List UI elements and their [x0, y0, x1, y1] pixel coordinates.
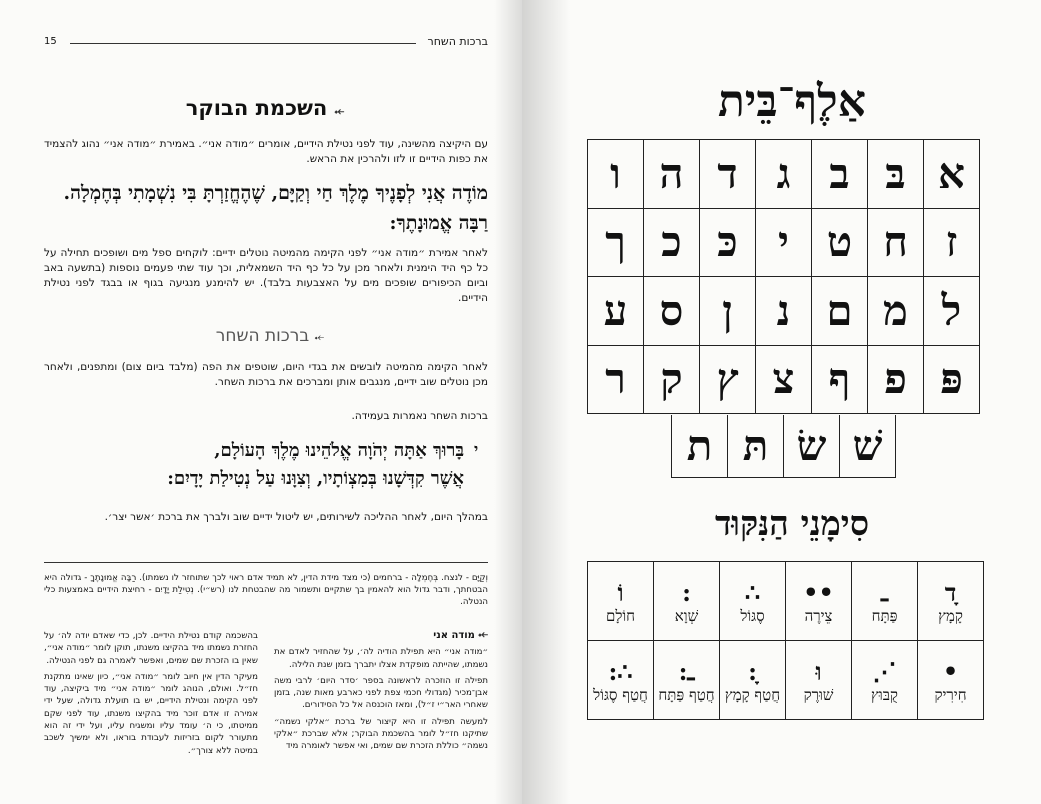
after-modeh-paragraph: לאחר אמירת ״מודה אני״ לפני הקימה מהמיטה נוטלים ידיים: לוקחים ספל מים ושופכים תחילה על כל כף היד הימנית ולאחר מכן על כל כף היד השמאלית, וכך עוד שתי פעמים נוספות (בתשעה באב וביום הכיפורים שופכים מים על האצבעות בלבד). יש להימנע מנגיעה בגוף או בבגד לפני נטילת הידיים. [44, 247, 488, 304]
nikud-mark: ָד [944, 577, 957, 607]
letter-cell: ד [700, 140, 756, 209]
nikud-cell [786, 641, 852, 720]
nikud-cell [852, 562, 918, 641]
nikud-name: חֲטַף פַּתָּח [658, 685, 715, 704]
nikud-mark: ∴ [744, 577, 761, 607]
nikud-mark: ـ [880, 577, 889, 607]
letter-cell: פּ [924, 346, 980, 415]
nikud-mark: ָ: [748, 656, 757, 686]
yud-marker: י [474, 440, 479, 459]
letter-cell: ן [700, 277, 756, 346]
glossary: וְקַיָּם - לנצח. בְּחֶמְלָה - ברחמים (כי מצד מידת הדין, לא תמיד אדם ראוי לכך שתוחזר לו נשמתו). רַבָּה אֱמוּנָתֶךָ - גדולה היא הבטחתך, ודבר גדול הוא להאמין בך שתקיים ותשמור מה שהבטחת לנו (רש״י). נְטִילַת יָדָיִם - רחיצת הידיים באמצעות כלי הנטלה. [44, 573, 488, 607]
subtitle-text: ברכות השחר [215, 326, 310, 346]
nikud-mark: : [682, 577, 691, 607]
nikud-name: שׁוּרֶק [803, 685, 834, 704]
baruch-line-2: אֲשֶׁר קִדְּשָׁנוּ בְּמִצְוֹתָיו, וְצִוָּנוּ עַל נְטִילַת יָדָיִם: [167, 468, 464, 489]
section-title [140, 96, 390, 120]
page-number: 15 [44, 36, 57, 47]
nikud-mark: וּ [815, 656, 822, 686]
letter-cell: ף [812, 346, 868, 415]
nikud-name: צֵירֶה [804, 606, 833, 625]
letter-cell: נ [756, 277, 812, 346]
letter-cell: ק [644, 346, 700, 415]
letter-cell: ו [588, 140, 644, 209]
nikud-mark: •• [803, 577, 834, 607]
nikud-cell [720, 641, 786, 720]
letter-cell: ח [868, 209, 924, 278]
letter-cell: ם [812, 277, 868, 346]
header-rule [70, 43, 416, 44]
nikud-cell [588, 641, 654, 720]
standing-note: ברכות השחר נאמרות בעמידה. [351, 410, 488, 422]
footnote-paragraph: מעיקר הדין אין חיוב לומר ״מודה אני״, כיון שאינו מתקנת חז״ל. ואולם, הנוהג לומר ״מודה אני״ מיד ביקיצה, עוד לפני הקימה ונטילת הידיים, יש בו תועלת גדולה, שעל ידי אמירה זו אדם זוכר מיד בהקיצו משנתו, עוד לפני שקם ממיטתו, כי ה׳ עומד עליו ומשגיח עליו, ועל ידי זה הוא מתעורר לקום בזריזות לעבודת בוראו, ולא ימשיך לשכב במיטה ללא צורך״. [44, 671, 258, 756]
letter-cell: ל [924, 277, 980, 346]
nikud-cell [786, 562, 852, 641]
right-page [522, 0, 1041, 804]
letter-cell: ת [672, 415, 728, 478]
ornament-icon: ⤝ [314, 330, 325, 344]
nikud-name: סֶגּוֹל [740, 606, 765, 625]
letter-cell: שׁ [840, 415, 896, 478]
letter-cell: ע [588, 277, 644, 346]
nikud-name: חִירִיק [934, 685, 967, 704]
nikud-grid [587, 561, 984, 720]
morning-paragraph: לאחר הקימה מהמיטה לובשים את בגדי היום, שוטפים את הפה (מלבד ביום צום) ומתפנים, ולאחר מכן נוטלים שוב ידיים, מנגבים אותן ומברכים את ברכות השחר. [44, 361, 488, 388]
letter-cell: תּ [728, 415, 784, 478]
ornament-icon: ⤝ [478, 627, 488, 641]
letter-cell: כּ [700, 209, 756, 278]
footnote-column-right [274, 628, 488, 757]
letters-last-row [671, 415, 896, 478]
letter-cell: ט [812, 209, 868, 278]
nikud-name: חֲטַף סֶגּוֹל [593, 685, 648, 704]
footnote-rule [44, 562, 488, 563]
footnote-heading [274, 628, 488, 642]
nikud-mark: ∴: [608, 656, 633, 686]
footnote-paragraph: תפילה זו הוזכרה לראשונה בספר ׳סדר היום׳ לרבי משה אבן־מכיר (מגדולי חכמי צפת לפני כארבע מאות שנה, בזמן שאחרי האר״י ז״ל), ומאז הוכנסה אל כל הסידורים. [274, 675, 488, 711]
modeh-ani-text: מוֹדֶה אֲנִי לְפָנֶיךָ מֶלֶךְ חַי וְקַיָּם, שֶׁהֶחֱזַרְתָּ בִּי נִשְׁמָתִי בְּחֶמְלָה. רַבָּה אֱמוּנָתֶךָ: [63, 182, 488, 234]
nikud-cell [588, 562, 654, 641]
letter-cell: שׂ [784, 415, 840, 478]
nikud-name: שְׁוָא [674, 606, 699, 625]
footnote-paragraph: למעשה תפילה זו היא קיצור של ברכת ״אלקי נשמה״ שתיקנו חז״ל לומר בהשכמת הבוקר; אלא שברכת ״אלקי נשמה״ כוללת הזכרת שם שמים, ואי אפשר לאומרה מיד [274, 716, 488, 752]
letter-cell: מ [868, 277, 924, 346]
nikud-cell [852, 641, 918, 720]
nikud-name: חֲטַף קָמָץ [724, 685, 781, 704]
intro-paragraph: עם היקיצה מהשינה, עוד לפני נטילת הידיים, אומרים ״מודה אני״. באמירת ״מודה אני״ נהוג להצמיד את כפות הידיים זו לזו ולהרכין את הראש. [44, 138, 488, 165]
nikud-cell [918, 562, 984, 641]
baruch-line-1: בָּרוּךְ אַתָּה יְהֹוָה אֱלֹהֵינוּ מֶלֶךְ הָעוֹלָם, [214, 440, 464, 461]
letter-cell: א [924, 140, 980, 209]
running-title: ברכות השחר [427, 35, 488, 48]
during-day-paragraph: במהלך היום, לאחר ההליכה לשירותים, יש ליטול ידיים שוב ולברך את ברכת ׳אשר יצר׳. [104, 511, 488, 523]
nikud-name: קָמָץ [938, 606, 963, 625]
footnote-paragraph: בהשכמה קודם נטילת הידיים. לכן, כדי שאדם יודה לה׳ על החזרת נשמתו מיד בהקיצו משנתו, תוקן לומר ״מודה אני״, שאין בו הזכרת שם שמים, ואפשר לאמרה גם לפני הנטילה. [44, 631, 258, 666]
nikud-cell [654, 641, 720, 720]
nikud-cell [654, 562, 720, 641]
nikud-mark: ـ: [678, 656, 695, 686]
letter-cell: ך [588, 209, 644, 278]
letter-cell: ס [644, 277, 700, 346]
nikud-name: חוֹלָם [605, 606, 636, 625]
baruch-blessing [44, 437, 464, 493]
gutter-shadow [522, 0, 570, 804]
letter-cell: צ [756, 346, 812, 415]
letter-cell: פ [868, 346, 924, 415]
letter-cell: ב [812, 140, 868, 209]
letter-cell: כ [644, 209, 700, 278]
footnote-paragraph: ״מודה אני״ היא תפילת הודיה לה׳, על שהחזיר לאדם את נשמתו, שהייתה מופקדת אצלו יתברך בזמן שנת הלילה. [274, 647, 488, 670]
nikud-mark: וֹ [617, 577, 624, 607]
nikud-title: סִימָנֵי הַנִּקּוּד [714, 504, 870, 544]
footnote-column-left [44, 630, 258, 761]
gutter-shadow [494, 0, 522, 804]
letter-cell: ץ [700, 346, 756, 415]
letter-cell: ה [644, 140, 700, 209]
section-title-text: השכמת הבוקר [185, 96, 328, 120]
subtitle [150, 326, 390, 346]
ornament-icon: ⤝ [334, 104, 345, 118]
letter-cell: ג [756, 140, 812, 209]
letters-grid [587, 139, 980, 414]
nikud-name: פַּתָּח [871, 606, 898, 625]
letter-cell: ז [924, 209, 980, 278]
letter-cell: בּ [868, 140, 924, 209]
footnote-heading-text: מודה אני [433, 630, 475, 641]
nikud-cell [918, 641, 984, 720]
alef-bet-title: אַלֶף־בֵּית [717, 76, 867, 127]
letter-cell: ר [588, 346, 644, 415]
nikud-name: קֻבּוּץ [871, 685, 898, 704]
nikud-cell [720, 562, 786, 641]
nikud-mark: ⋱ [872, 656, 897, 686]
running-header [44, 36, 488, 52]
letter-cell: י [756, 209, 812, 278]
nikud-mark: • [942, 656, 959, 686]
